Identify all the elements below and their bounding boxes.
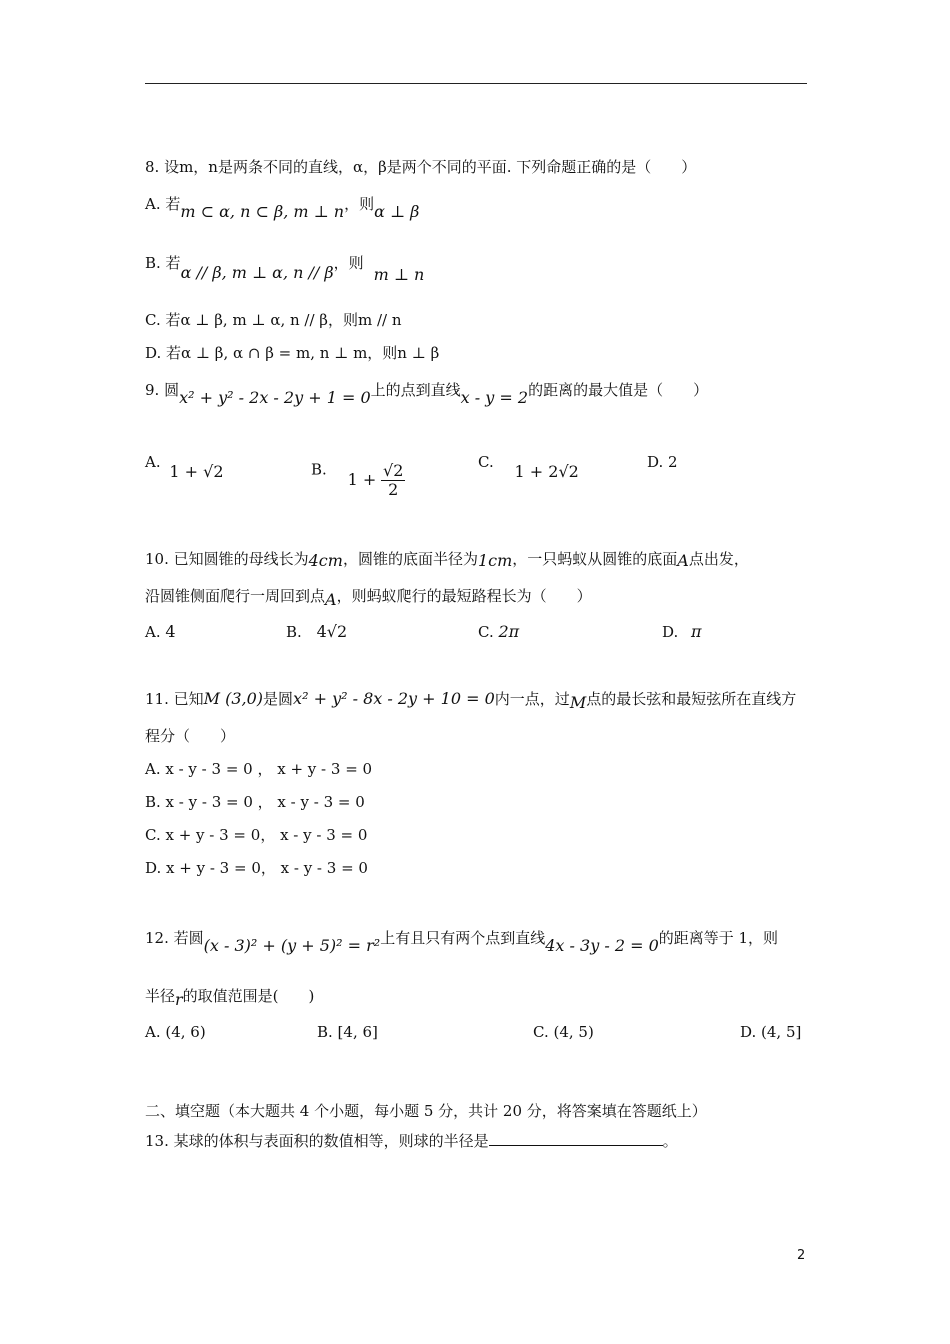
q9-option-b <box>311 452 405 499</box>
q10-point-a: A <box>677 551 689 570</box>
q9-b-prefix: 1 + <box>347 469 377 489</box>
q13-text: 13. 某球的体积与表面积的数值相等，则球的半径是 <box>145 1132 489 1150</box>
q10-line1-pre: 10. 已知圆锥的母线长为 <box>145 550 309 568</box>
q8-option-a <box>145 194 420 221</box>
q9-a-label: A. <box>145 453 161 471</box>
q12-line-eq: 4x - 3y - 2 = 0 <box>545 936 659 955</box>
q11-line1-end: 点的最长弦和最短弦所在直线方 <box>586 690 797 708</box>
q9-stem-post: 的距离的最大值是（ ） <box>528 381 709 399</box>
q9-c-value: 1 + 2√2 <box>514 462 579 481</box>
q10-option-b <box>286 622 347 642</box>
q12-line1-post: 的距离等于 1，则 <box>658 929 779 947</box>
q11-m: M <box>569 693 587 712</box>
q12-option-c: C. (4, 5) <box>533 1023 594 1041</box>
q10-c-value: 2π <box>498 622 520 641</box>
q10-line1-end: 点出发， <box>688 550 749 568</box>
q9-a-value: 1 + √2 <box>169 462 224 481</box>
q12-line1-pre: 12. 若圆 <box>145 929 204 947</box>
q12-line2-post: 的取值范围是( ) <box>182 987 315 1005</box>
q11-point-m: M (3,0) <box>203 689 264 708</box>
q12-option-d: D. (4, 5] <box>740 1023 802 1041</box>
q8-a-label: A. 若 <box>145 195 181 213</box>
q12-line1 <box>145 928 779 955</box>
q10-length: 4cm <box>308 551 343 570</box>
q10-d-label: D. <box>662 623 679 641</box>
q9-option-d: D. 2 <box>647 453 678 471</box>
q10-a-value: 4 <box>165 622 176 641</box>
q13-answer-blank[interactable] <box>489 1131 663 1146</box>
q10-b-label: B. <box>286 623 302 641</box>
header-rule <box>145 83 807 84</box>
q9-c-label: C. <box>478 453 494 471</box>
q10-option-d <box>662 622 702 642</box>
q8-option-b <box>145 253 425 284</box>
q10-line2-post: ，则蚂蚁爬行的最短路程长为（ ） <box>336 587 592 605</box>
q8-b-then: ，则 <box>333 254 364 272</box>
q12-option-b: B. [4, 6] <box>317 1023 378 1041</box>
q12-line2 <box>145 986 315 1009</box>
q13 <box>145 1131 678 1151</box>
q10-d-value: π <box>691 622 702 641</box>
q8-b-result: m ⊥ n <box>373 265 425 284</box>
q9-b-numerator: √2 <box>383 461 404 480</box>
q8-stem: 8. 设m，n是两条不同的直线，α，β是两个不同的平面. 下列命题正确的是（ ） <box>145 158 697 176</box>
q9-b-denominator: 2 <box>388 480 399 499</box>
q8-a-result: α ⊥ β <box>374 202 420 221</box>
q13-end: 。 <box>662 1132 678 1150</box>
q11-line2: 程分（ ） <box>145 727 236 745</box>
q11-circle-eq: x² + y² - 8x - 2y + 10 = 0 <box>293 689 495 708</box>
q10-point-a-2: A <box>325 590 337 609</box>
q12-line2-pre: 半径 <box>145 987 176 1005</box>
q8-a-then: ，则 <box>344 195 375 213</box>
q10-line1-mid: ，圆锥的底面半径为 <box>342 550 478 568</box>
q11-line1 <box>145 689 797 712</box>
q10-b-value: 4√2 <box>316 622 348 641</box>
section2-heading: 二、填空题（本大题共 4 个小题，每小题 5 分，共计 20 分，将答案填在答题纸上） <box>145 1102 707 1120</box>
q9-option-c <box>478 452 579 481</box>
q10-line2-pre: 沿圆锥侧面爬行一周回到点 <box>145 587 326 605</box>
q9-stem-pre: 9. 圆 <box>145 381 180 399</box>
q9-stem-mid: 上的点到直线 <box>370 381 461 399</box>
q11-line1-pre: 11. 已知 <box>145 690 204 708</box>
q9-circle-eq: x² + y² - 2x - 2y + 1 = 0 <box>179 388 371 407</box>
q12-radius-r: r <box>175 990 183 1009</box>
q10-radius: 1cm <box>477 551 513 570</box>
q9-b-fraction <box>381 462 405 499</box>
q10-line2 <box>145 586 592 609</box>
q9-stem <box>145 380 709 407</box>
q11-option-b: B. x - y - 3 = 0 ， x - y - 3 = 0 <box>145 793 365 811</box>
q9-b-label: B. <box>311 460 327 479</box>
q8-b-math: α // β, m ⊥ α, n // β <box>180 263 334 282</box>
page-number: 2 <box>797 1248 806 1263</box>
q12-option-a: A. (4, 6) <box>145 1023 206 1041</box>
q11-line1-post: 内一点，过 <box>494 690 570 708</box>
q8-a-math: m ⊂ α, n ⊂ β, m ⊥ n <box>180 202 345 221</box>
q11-option-a: A. x - y - 3 = 0 ， x + y - 3 = 0 <box>145 760 373 778</box>
q10-a-label: A. <box>145 623 161 641</box>
q11-option-d: D. x + y - 3 = 0， x - y - 3 = 0 <box>145 859 368 877</box>
q12-circle-eq: (x - 3)² + (y + 5)² = r² <box>203 936 381 955</box>
q11-line1-mid: 是圆 <box>263 690 294 708</box>
q8-b-label: B. 若 <box>145 254 181 272</box>
q10-option-c <box>478 622 519 642</box>
q9-option-a <box>145 452 224 481</box>
q8-option-c: C. 若α ⊥ β, m ⊥ α, n // β，则m // n <box>145 311 402 329</box>
q10-option-a <box>145 622 176 642</box>
q10-line1-post: ，一只蚂蚁从圆锥的底面 <box>512 550 678 568</box>
q8-option-d: D. 若α ⊥ β, α ∩ β = m, n ⊥ m，则n ⊥ β <box>145 344 440 362</box>
q10-line1 <box>145 549 749 569</box>
q10-c-label: C. <box>478 623 494 641</box>
q12-line1-mid: 上有且只有两个点到直线 <box>380 929 546 947</box>
q9-line-eq: x - y = 2 <box>460 388 529 407</box>
q11-option-c: C. x + y - 3 = 0， x - y - 3 = 0 <box>145 826 368 844</box>
